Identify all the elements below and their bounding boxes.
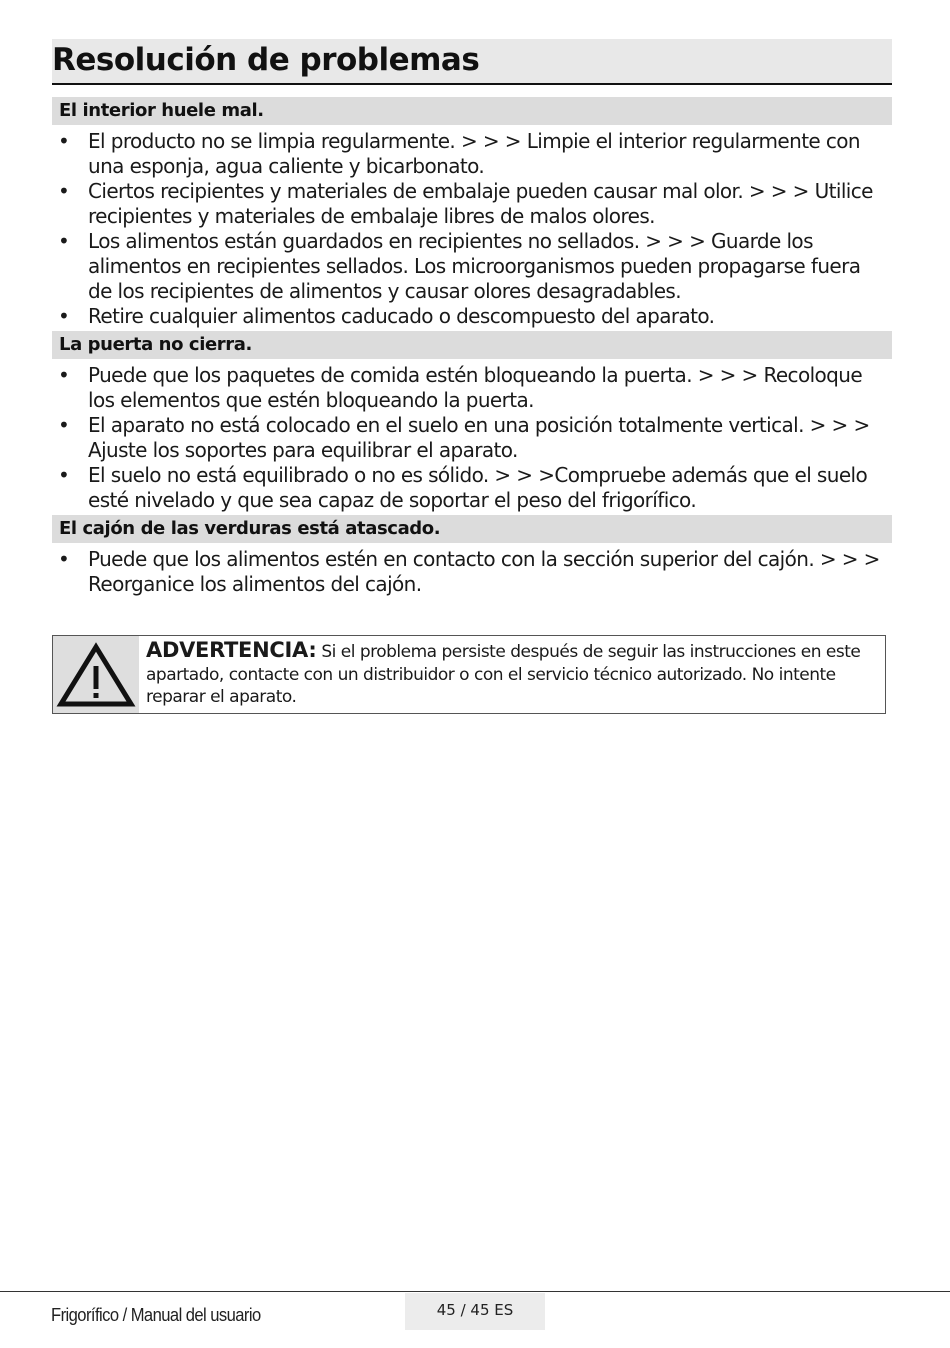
list-item (58, 129, 888, 179)
item-text: El producto no se limpia regularmente. > > > Limpie el interior regularmente con una esponja, agua caliente y bicarbonato. (88, 129, 861, 178)
item-text: El aparato no está colocado en el suelo en una posición totalmente vertical. > > > Ajuste los soportes para equilibrar el aparato. (88, 413, 870, 462)
page-title: Resolución de problemas (52, 42, 480, 78)
page-number: 45 / 45 ES (405, 1293, 545, 1330)
footer-manual-title: Frigorífico / Manual del usuario (51, 1305, 261, 1325)
warning-triangle-icon (56, 642, 136, 708)
list-item (58, 229, 888, 304)
warning-label: ADVERTENCIA: (146, 638, 317, 662)
bullet-icon: • (58, 363, 70, 387)
bullet-icon: • (58, 547, 70, 571)
item-text: El suelo no está equilibrado o no es sólido. > > >Compruebe además que el suelo esté nivelado y que sea capaz de soportar el peso del frigorífico. (88, 463, 868, 512)
list-item (58, 304, 888, 329)
warning-icon-cell (53, 636, 139, 713)
bullet-icon: • (58, 413, 70, 437)
bullet-list (58, 547, 888, 597)
warning-box (52, 635, 886, 714)
list-item (58, 463, 888, 513)
item-text: Puede que los alimentos estén en contacto con la sección superior del cajón. > > > Reorganice los alimentos del cajón. (88, 547, 880, 596)
warning-body: Si el problema persiste después de seguir las instrucciones en este apartado, contacte con un distribuidor o con el servicio técnico autorizado. No intente reparar el aparato. (146, 642, 861, 707)
item-text: Los alimentos están guardados en recipientes no sellados. > > > Guarde los alimentos en recipientes sellados. Los microorganismos pueden propagarse fuera de los recipientes de alimentos y causar olores desagradables. (88, 229, 861, 303)
item-text: Retire cualquier alimentos caducado o descompuesto del aparato. (88, 304, 715, 328)
list-item (58, 363, 888, 413)
bullet-icon: • (58, 129, 70, 153)
item-text: Puede que los paquetes de comida estén bloqueando la puerta. > > > Recoloque los elementos que estén bloqueando la puerta. (88, 363, 863, 412)
item-text: Ciertos recipientes y materiales de embalaje pueden causar mal olor. > > > Utilice recipientes y materiales de embalaje libres de malos olores. (88, 179, 873, 228)
bullet-list (58, 129, 888, 329)
section-heading: El interior huele mal. (59, 100, 264, 121)
bullet-icon: • (58, 179, 70, 203)
bullet-icon: • (58, 229, 70, 253)
list-item (58, 179, 888, 229)
bullet-icon: • (58, 304, 70, 328)
list-item (58, 413, 888, 463)
footer-divider (0, 1291, 950, 1292)
list-item (58, 547, 888, 597)
section-heading: La puerta no cierra. (59, 334, 252, 355)
bullet-icon: • (58, 463, 70, 487)
section-heading: El cajón de las verduras está atascado. (59, 518, 441, 539)
bullet-list (58, 363, 888, 513)
warning-text (146, 639, 882, 709)
